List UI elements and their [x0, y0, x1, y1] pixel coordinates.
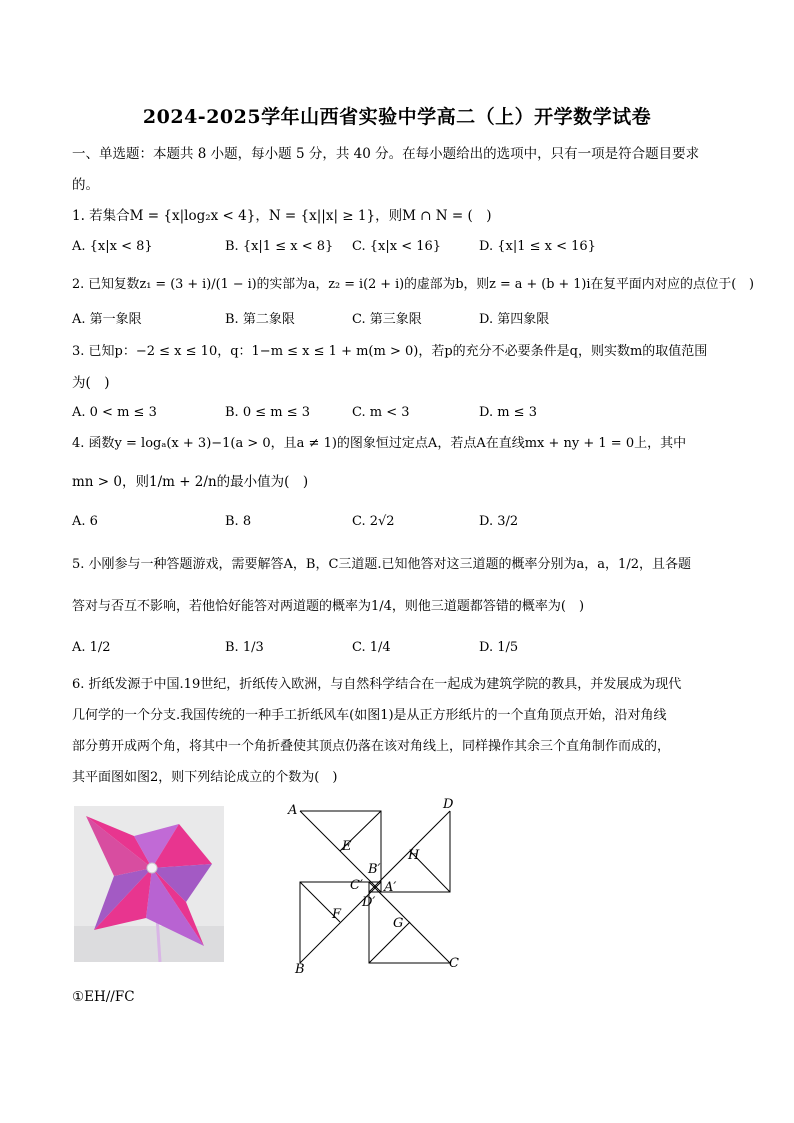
point-label-a-prime: A′: [384, 880, 397, 895]
q3-option-c: C. m < 3: [352, 405, 410, 420]
q6-conclusion-1: ①EH//FC: [72, 989, 135, 1005]
q4-option-d: D. 3/2: [479, 514, 519, 529]
q3-option-a: A. 0 < m ≤ 3: [72, 405, 157, 420]
q1-option-a: A. {x|x < 8}: [72, 239, 153, 254]
point-label-f: F: [332, 907, 342, 922]
vertex-label-c: C: [449, 956, 459, 971]
question-6-stem-3: 部分剪开成两个角，将其中一个角折叠使其顶点仍落在该对角线上，同样操作其余三个直角制作而成的，: [72, 739, 671, 754]
vertex-label-d: D: [443, 797, 454, 812]
q1-option-b: B. {x|1 ≤ x < 8}: [225, 239, 334, 254]
section-heading: 一、单选题：本题共 8 小题，每小题 5 分，共 40 分。在每小题给出的选项中，只有一项是符合题目要求: [72, 146, 700, 162]
q5-option-b: B. 1/3: [225, 640, 264, 655]
question-3-stem-cont: 为( ): [72, 375, 110, 391]
q2-option-a: A. 第一象限: [72, 312, 142, 327]
point-label-b-prime: B′: [368, 862, 381, 877]
vertex-label-a: A: [288, 803, 298, 818]
question-6-stem-4: 其平面图如图2，则下列结论成立的个数为( ): [72, 770, 338, 785]
question-6-stem-2: 几何学的一个分支.我国传统的一种手工折纸风车(如图1)是从正方形纸片的一个直角顶点开始，沿对角线: [72, 708, 667, 723]
point-label-c-prime: C′: [350, 878, 363, 893]
pinwheel-photo: [74, 806, 224, 962]
q4-option-c: C. 2√2: [352, 514, 395, 529]
q5-option-c: C. 1/4: [352, 640, 391, 655]
q4-option-b: B. 8: [225, 514, 252, 529]
vertex-label-b: B: [295, 962, 305, 977]
page-title: 2024-2025学年山西省实验中学高二（上）开学数学试卷: [142, 106, 652, 128]
point-label-h: H: [408, 848, 420, 863]
question-1-stem: 1. 若集合M = {x|log₂x < 4}，N = {x||x| ≥ 1}，则M ∩ N = ( ): [72, 208, 492, 224]
q5-option-a: A. 1/2: [72, 640, 111, 655]
section-heading-cont: 的。: [72, 177, 99, 193]
q4-option-a: A. 6: [72, 514, 98, 529]
question-5-stem: 5. 小刚参与一种答题游戏，需要解答A，B，C三道题.已知他答对这三道题的概率分别为a，a，1/2，且各题: [72, 557, 691, 572]
q1-option-c: C. {x|x < 16}: [352, 239, 442, 254]
question-2-stem: 2. 已知复数z₁ = (3 + i)/(1 − i)的实部为a，z₂ = i(2 + i)的虚部为b，则z = a + (b + 1)i在复平面内对应的点位于( ): [72, 277, 755, 292]
q1-option-d: D. {x|1 ≤ x < 16}: [479, 239, 596, 254]
point-label-e: E: [342, 839, 352, 854]
question-3-stem: 3. 已知p：−2 ≤ x ≤ 10，q：1−m ≤ x ≤ 1 + m(m > 0)，若p的充分不必要条件是q，则实数m的取值范围: [72, 344, 708, 359]
question-4-stem: 4. 函数y = logₐ(x + 3)−1(a > 0，且a ≠ 1)的图象恒过定点A，若点A在直线mx + ny + 1 = 0上，其中: [72, 436, 687, 451]
q2-option-c: C. 第三象限: [352, 312, 422, 327]
q3-option-b: B. 0 ≤ m ≤ 3: [225, 405, 311, 420]
q2-option-d: D. 第四象限: [479, 312, 550, 327]
q2-option-b: B. 第二象限: [225, 312, 295, 327]
question-4-stem-cont: mn > 0，则1/m + 2/n的最小值为( ): [72, 474, 309, 490]
point-label-d-prime: D′: [362, 895, 376, 910]
pinwheel-diagram: [280, 795, 470, 980]
q5-option-d: D. 1/5: [479, 640, 519, 655]
point-label-g: G: [393, 916, 404, 931]
q3-option-d: D. m ≤ 3: [479, 405, 537, 420]
question-6-stem-1: 6. 折纸发源于中国.19世纪，折纸传入欧洲，与自然科学结合在一起成为建筑学院的教具，并发展成为现代: [72, 677, 682, 692]
question-5-stem-cont: 答对与否互不影响，若他恰好能答对两道题的概率为1/4，则他三道题都答错的概率为( ): [72, 599, 585, 614]
